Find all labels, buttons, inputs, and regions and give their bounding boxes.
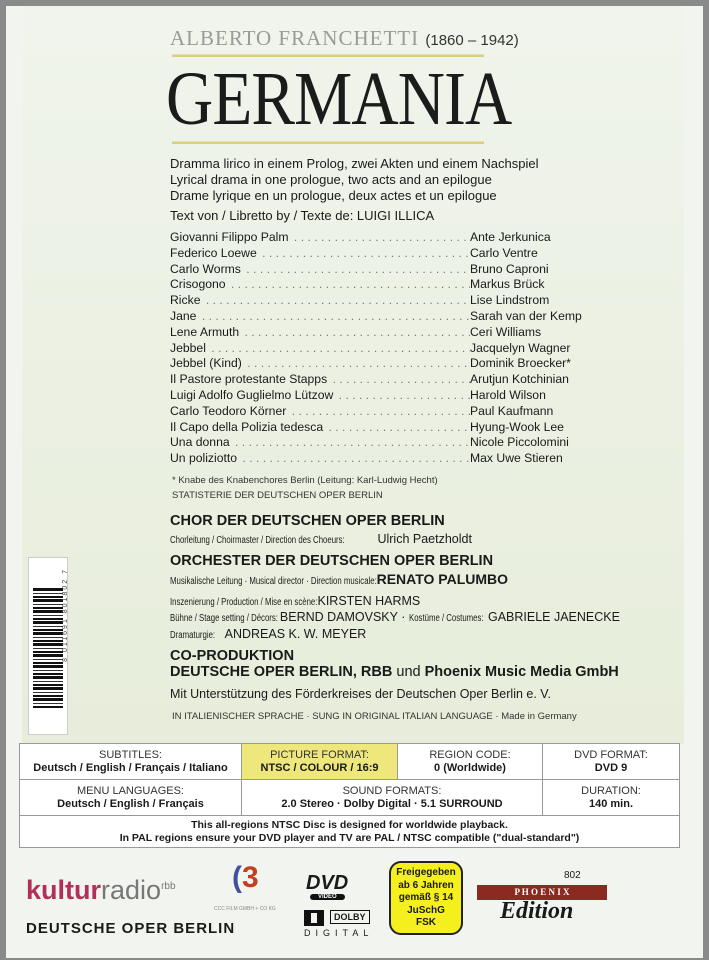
statisterie: STATISTERIE DER DEUTSCHEN OPER BERLIN — [172, 490, 383, 501]
cast-row — [170, 435, 590, 451]
coproduction-title: CO-PRODUKTION — [170, 648, 295, 664]
conductor-credit: Musikalische Leitung · Musical director · Direction musicale: RENATO PALUMBO — [170, 571, 509, 587]
actor-name: Paul Kaufmann — [470, 403, 554, 418]
role-name: Lene Armuth . . . — [170, 325, 470, 341]
barcode-number: 8 011691 801802 7 — [62, 568, 69, 662]
role-name: Jebbel . . . — [170, 341, 470, 357]
production-credit: Inszenierung / Production / Mise en scène: KIRSTEN HARMS — [170, 594, 421, 608]
fsk-rating-badge — [389, 861, 463, 935]
divider — [172, 141, 484, 144]
spec-region-code: REGION CODE: 0 (Worldwide) — [398, 744, 543, 780]
actor-name: Sarah van der Kemp — [470, 308, 582, 323]
subtitle-de: Dramma lirico in einem Prolog, zwei Akten und einem Nachspiel — [170, 156, 539, 171]
actor-name: Carlo Ventre — [470, 245, 538, 260]
role-name: Un poliziotto . . . — [170, 451, 470, 467]
fsk-line: JuSchG — [407, 904, 445, 916]
role-name: Il Capo della Polizia tedesca . . . — [170, 420, 470, 436]
cast-row — [170, 309, 590, 325]
orchester-title: ORCHESTER DER DEUTSCHEN OPER BERLIN — [170, 553, 494, 569]
kulturradio-logo: kulturradio$^{rbb}$ — [26, 875, 176, 905]
support-line: Mit Unterstützung des Förderkreises der Deutschen Oper Berlin e. V. — [170, 687, 551, 701]
ntsc-note: This all-regions NTSC Disc is designed for worldwide playback. In PAL regions ensure your DVD player and TV are PAL / NTSC compatible ("dual-standard") — [20, 816, 680, 848]
barcode — [28, 557, 68, 735]
ccc-logo: (3 — [232, 861, 259, 894]
edition-logo: Edition — [500, 898, 574, 924]
spec-sound-formats: SOUND FORMATS: 2.0 Stereo · Dolby Digital · 5.1 SURROUND — [242, 780, 543, 816]
actor-name: Hyung-Wook Lee — [470, 419, 564, 434]
actor-name: Arutjun Kotchinian — [470, 372, 569, 387]
actor-name: Bruno Caproni — [470, 261, 549, 276]
opera-title: GERMANIA — [166, 57, 512, 141]
role-name: Giovanni Filippo Palm . . . — [170, 230, 470, 246]
cast-row — [170, 420, 590, 436]
dramaturgie-credit: Dramaturgie: ANDREAS K. W. MEYER — [170, 627, 367, 641]
role-name: Ricke . . . — [170, 293, 470, 309]
barcode-bars — [33, 588, 63, 708]
role-name: Una donna . . . — [170, 435, 470, 451]
cast-row — [170, 293, 590, 309]
footnote: * Knabe des Knabenchores Berlin (Leitung: Karl-Ludwig Hecht) — [172, 475, 438, 486]
composer: ALBERTO FRANCHETTI (1860 – 1942) — [170, 26, 519, 50]
cast-row — [170, 277, 590, 293]
dolby-label: DOLBY — [330, 910, 370, 924]
fsk-line: ab 6 Jahren — [398, 879, 454, 891]
cast-row — [170, 341, 590, 357]
phoenix-logo: P H O E N I X — [477, 885, 607, 900]
spec-menu-languages: MENU LANGUAGES: Deutsch / English / Français — [20, 780, 242, 816]
spec-picture-format: PICTURE FORMAT: NTSC / COLOUR / 16:9 — [242, 744, 398, 780]
libretto: Text von / Libretto by / Texte de: LUIGI ILLICA — [170, 208, 435, 223]
actor-name: Lise Lindstrom — [470, 293, 550, 308]
fsk-line: gemäß § 14 — [398, 892, 454, 903]
spec-dvd-format: DVD FORMAT: DVD 9 — [543, 744, 680, 780]
specs-table — [19, 743, 680, 848]
cast-row — [170, 451, 590, 467]
role-name: Carlo Teodoro Körner . . . — [170, 404, 470, 420]
coproduction-partners: DEUTSCHE OPER BERLIN, RBB und Phoenix Music Media GmbH — [170, 664, 619, 680]
dolby-icon — [304, 910, 324, 926]
actor-name: Harold Wilson — [470, 387, 546, 402]
role-name: Federico Loewe . . . — [170, 246, 470, 262]
actor-name: Max Uwe Stieren — [470, 451, 563, 466]
actor-name: Ante Jerkunica — [470, 230, 551, 244]
ccc-label: CCC FILM GMBH + CO KG — [214, 906, 276, 912]
role-name: Il Pastore protestante Stapps . . . — [170, 372, 470, 388]
spec-duration: DURATION: 140 min. — [543, 780, 680, 816]
role-name: Carlo Worms . . . — [170, 262, 470, 278]
actor-name: Jacquelyn Wagner — [470, 340, 571, 355]
stage-credit: Bühne / Stage setting / Décors: BERND DAMOVSKY · Kostüme / Costumes: GABRIELE JAENECKE — [170, 610, 620, 624]
chor-title: CHOR DER DEUTSCHEN OPER BERLIN — [170, 513, 445, 529]
actor-name: Ceri Williams — [470, 324, 542, 339]
dvd-video-logo: DVD — [306, 872, 349, 894]
actor-name: Nicole Piccolomini — [470, 435, 569, 450]
cast-row — [170, 404, 590, 420]
cast-row — [170, 246, 590, 262]
fsk-line: FSK — [416, 917, 436, 928]
cast-row — [170, 230, 590, 246]
dvd-video-label: VIDEO — [310, 894, 345, 900]
catalog-number: 802 — [564, 870, 581, 881]
cast-row — [170, 388, 590, 404]
chor-credit: Chorleitung / Choirmaster / Direction des Choeurs: Ulrich Paetzholdt — [170, 532, 472, 546]
cast-row — [170, 262, 590, 278]
role-name: Luigi Adolfo Guglielmo Lützow . . . — [170, 388, 470, 404]
role-name: Jebbel (Kind) . . . — [170, 356, 470, 372]
fsk-line: Freigegeben — [396, 867, 456, 878]
subtitle-en: Lyrical drama in one prologue, two acts and an epilogue — [170, 172, 492, 187]
role-name: Crisogono . . . — [170, 277, 470, 293]
deutsche-oper-berlin-logo: DEUTSCHE OPER BERLIN — [26, 920, 236, 937]
cast-row — [170, 356, 590, 372]
subtitle-fr: Drame lyrique en un prologue, deux actes et un epilogue — [170, 188, 497, 203]
language-line: IN ITALIENISCHER SPRACHE · SUNG IN ORIGINAL ITALIAN LANGUAGE · Made in Germany — [172, 711, 577, 722]
role-name: Jane . . . — [170, 309, 470, 325]
spec-subtitles: SUBTITLES: Deutsch / English / Français / Italiano — [20, 744, 242, 780]
dolby-digital-label: DIGITAL — [304, 928, 374, 938]
cast-list — [170, 230, 590, 467]
actor-name: Markus Brück — [470, 277, 545, 292]
cast-row — [170, 325, 590, 341]
actor-name: Dominik Broecker* — [470, 356, 571, 371]
cast-row — [170, 372, 590, 388]
